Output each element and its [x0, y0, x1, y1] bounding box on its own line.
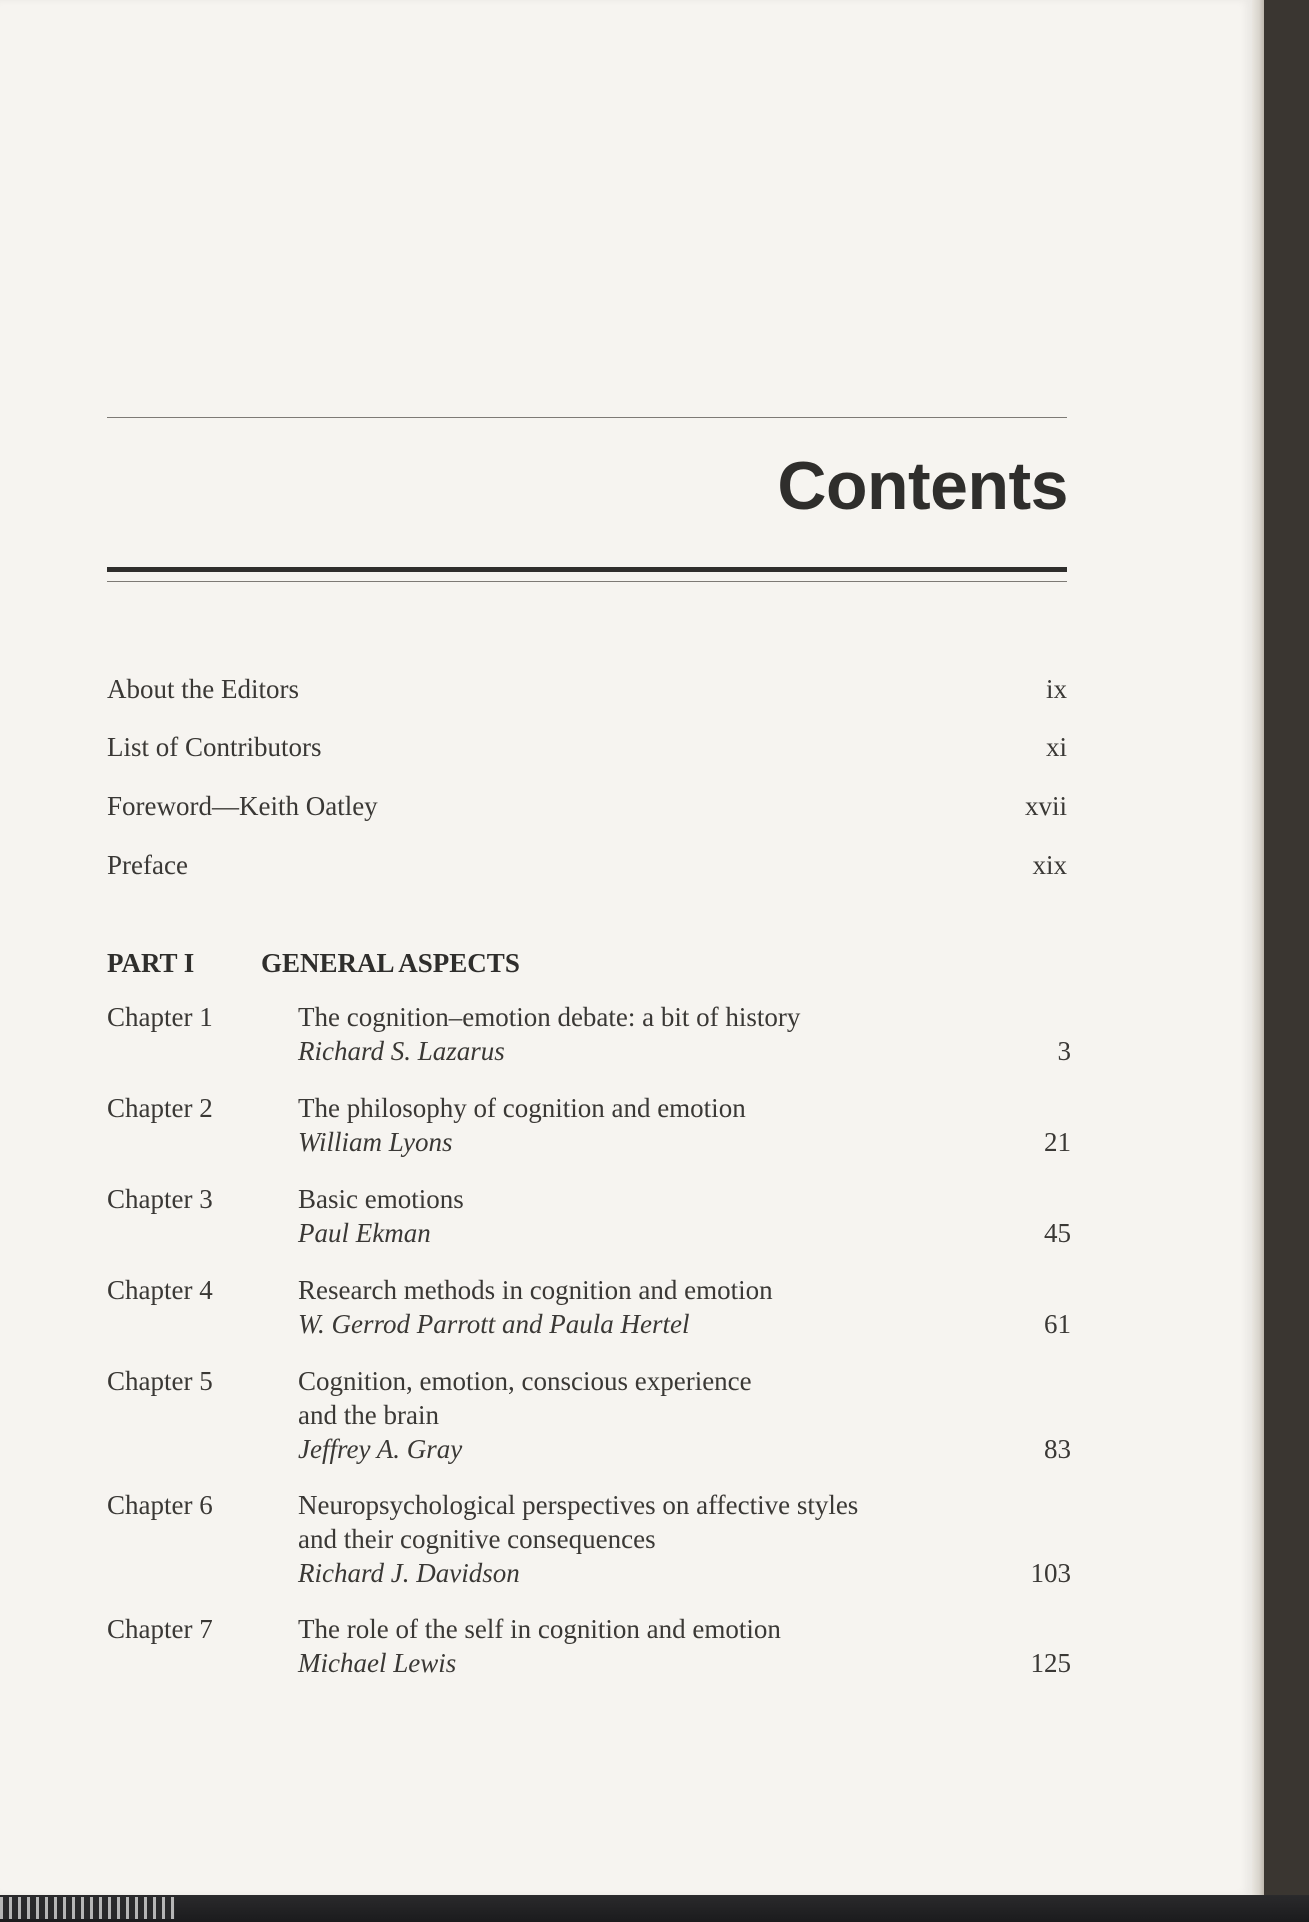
thick-rule: [107, 567, 1067, 572]
chapter-title: Research methods in cognition and emotion: [298, 1275, 773, 1305]
front-matter-page: xvii: [1024, 791, 1067, 821]
chapter-page: 3: [1057, 1036, 1071, 1066]
chapter-entry: [107, 1273, 1071, 1341]
chapter-body: [298, 1000, 978, 1068]
chapter-body: [298, 1488, 978, 1590]
chapter-page: 125: [1030, 1648, 1071, 1678]
chapter-page: 103: [1030, 1558, 1071, 1588]
chapter-entry: [107, 1182, 1071, 1250]
chapter-page: 45: [1044, 1218, 1071, 1248]
part-title: GENERAL ASPECTS: [261, 948, 520, 978]
front-matter-label: About the Editors: [107, 674, 299, 704]
top-rule: [107, 417, 1067, 418]
front-matter-item: [107, 732, 1067, 768]
thin-rule: [107, 581, 1067, 582]
chapter-body: [298, 1273, 978, 1341]
chapter-title: and the brain: [298, 1400, 439, 1430]
front-matter-page: xix: [1032, 850, 1067, 880]
chapter-title: The philosophy of cognition and emotion: [298, 1093, 746, 1123]
chapter-body: [298, 1182, 978, 1250]
chapter-entry: [107, 1488, 1071, 1590]
book-cover-board: [0, 1895, 1309, 1922]
chapter-body: [298, 1091, 978, 1159]
front-matter-item: [107, 850, 1067, 886]
chapter-title: Basic emotions: [298, 1184, 464, 1214]
chapter-label: Chapter 2: [107, 1093, 213, 1123]
front-matter-label: Foreword—Keith Oatley: [107, 791, 378, 821]
chapter-title: The role of the self in cognition and emotion: [298, 1614, 781, 1644]
chapter-body: [298, 1364, 978, 1466]
front-matter-item: [107, 791, 1067, 827]
front-matter-page: xi: [1045, 732, 1067, 762]
chapter-author: William Lyons: [298, 1127, 453, 1157]
page-edge: [1252, 0, 1264, 1895]
chapter-title: Cognition, emotion, conscious experience: [298, 1366, 752, 1396]
chapter-label: Chapter 1: [107, 1002, 213, 1032]
spine-pattern: [0, 1897, 175, 1919]
chapter-author: Michael Lewis: [298, 1648, 457, 1678]
chapter-entry: [107, 1000, 1071, 1068]
chapter-title: and their cognitive consequences: [298, 1524, 656, 1554]
chapter-label: Chapter 5: [107, 1366, 213, 1396]
chapter-entry: [107, 1091, 1071, 1159]
chapter-author: W. Gerrod Parrott and Paula Hertel: [298, 1309, 690, 1339]
chapter-title: The cognition–emotion debate: a bit of history: [298, 1002, 801, 1032]
chapter-author: Richard J. Davidson: [298, 1558, 520, 1588]
chapter-page: 21: [1044, 1127, 1071, 1157]
chapter-label: Chapter 7: [107, 1614, 213, 1644]
front-matter-page: ix: [1045, 674, 1067, 704]
part-label: PART I: [107, 948, 195, 978]
chapter-author: Paul Ekman: [298, 1218, 431, 1248]
page-title: Contents: [777, 448, 1068, 524]
chapter-label: Chapter 3: [107, 1184, 213, 1214]
chapter-body: [298, 1612, 978, 1680]
chapter-entry: [107, 1612, 1071, 1680]
chapter-author: Richard S. Lazarus: [298, 1036, 505, 1066]
chapter-author: Jeffrey A. Gray: [298, 1434, 463, 1464]
chapter-title: Neuropsychological perspectives on affective styles: [298, 1490, 859, 1520]
chapter-label: Chapter 4: [107, 1275, 213, 1305]
front-matter-item: [107, 674, 1067, 710]
chapter-page: 61: [1044, 1309, 1071, 1339]
chapter-label: Chapter 6: [107, 1490, 213, 1520]
front-matter-label: Preface: [107, 850, 188, 880]
chapter-entry: [107, 1364, 1071, 1466]
front-matter-label: List of Contributors: [107, 732, 322, 762]
chapter-page: 83: [1044, 1434, 1071, 1464]
